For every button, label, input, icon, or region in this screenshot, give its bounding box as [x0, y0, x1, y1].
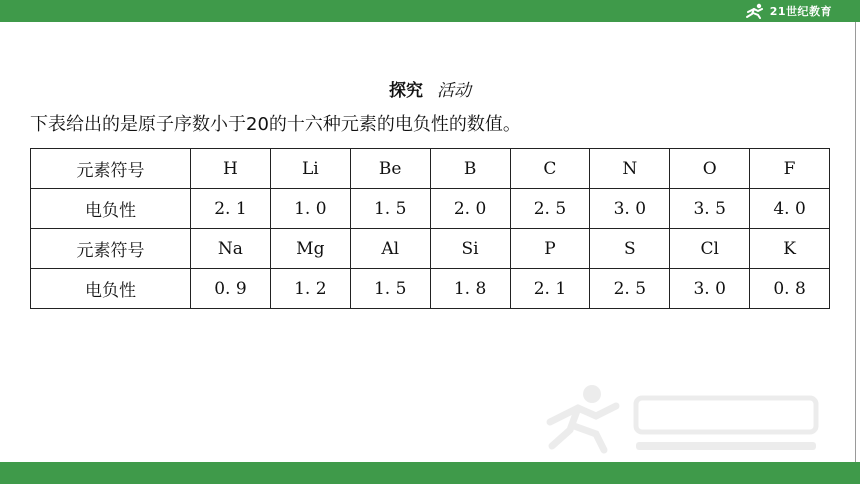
table-cell: 1. 5: [350, 269, 430, 309]
brand-logo: [744, 2, 832, 20]
top-bar: [0, 0, 860, 22]
table-cell: 2. 0: [430, 189, 510, 229]
table-cell: Na: [191, 229, 271, 269]
table-cell: 3. 0: [590, 189, 670, 229]
table-cell: 1. 0: [270, 189, 350, 229]
logo-text: 21世纪教育: [769, 5, 832, 18]
table-cell: 4. 0: [750, 189, 830, 229]
table-cell: 3. 5: [670, 189, 750, 229]
table-cell: H: [191, 149, 271, 189]
table-cell: O: [670, 149, 750, 189]
table-cell: Mg: [270, 229, 350, 269]
table-cell: 1. 5: [350, 189, 430, 229]
table-cell: Cl: [670, 229, 750, 269]
table-cell: P: [510, 229, 590, 269]
runner-watermark-icon: [540, 380, 830, 460]
table-row: [31, 189, 830, 229]
table-row: [31, 149, 830, 189]
table-cell: Be: [350, 149, 430, 189]
row-label: 电负性: [31, 269, 191, 309]
runner-logo-icon: [744, 3, 766, 19]
table-cell: 3. 0: [670, 269, 750, 309]
heading-main: 探究: [389, 81, 423, 101]
table-cell: 1. 2: [270, 269, 350, 309]
intro-text: 下表给出的是原子序数小于20的十六种元素的电负性的数值。: [30, 114, 521, 135]
table-cell: 2. 5: [510, 189, 590, 229]
table-cell: Al: [350, 229, 430, 269]
row-label: 元素符号: [31, 229, 191, 269]
heading-sub: 活动: [437, 81, 471, 101]
table-row: [31, 269, 830, 309]
table-cell: B: [430, 149, 510, 189]
table-cell: S: [590, 229, 670, 269]
row-label: 元素符号: [31, 149, 191, 189]
table-cell: K: [750, 229, 830, 269]
table-cell: 2. 1: [510, 269, 590, 309]
table-cell: 0. 9: [191, 269, 271, 309]
electronegativity-table: [30, 148, 830, 309]
watermark-logo: [540, 380, 830, 464]
row-label: 电负性: [31, 189, 191, 229]
table-cell: 2. 1: [191, 189, 271, 229]
section-heading: [0, 76, 860, 101]
table-cell: N: [590, 149, 670, 189]
table-row: [31, 229, 830, 269]
table-cell: 1. 8: [430, 269, 510, 309]
table-cell: Si: [430, 229, 510, 269]
table-cell: 0. 8: [750, 269, 830, 309]
table-cell: C: [510, 149, 590, 189]
bottom-bar: [0, 462, 860, 484]
table-cell: Li: [270, 149, 350, 189]
table-cell: F: [750, 149, 830, 189]
table-cell: 2. 5: [590, 269, 670, 309]
